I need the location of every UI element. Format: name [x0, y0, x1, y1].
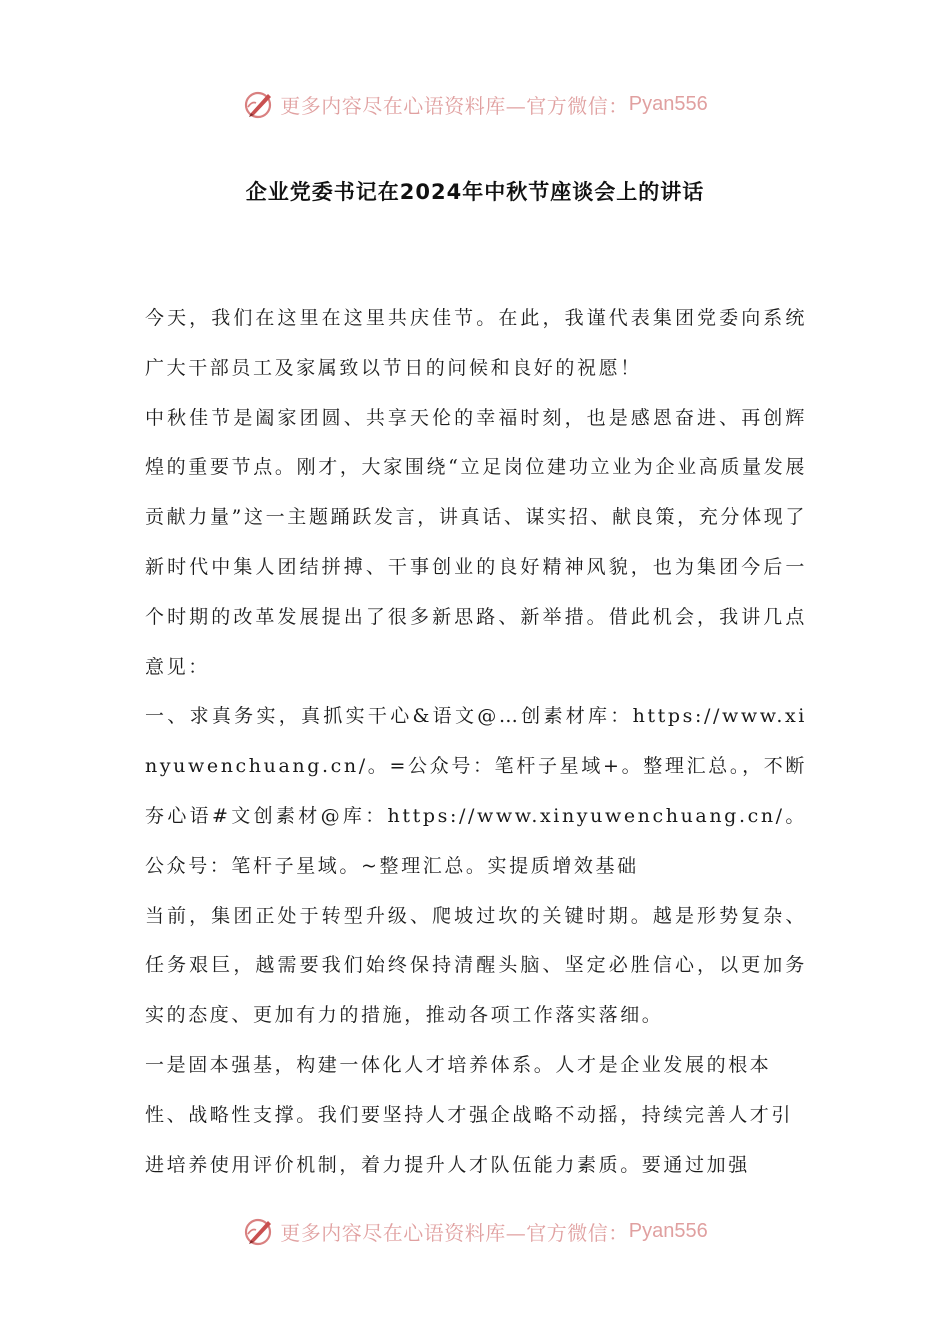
pen-nib-circle-logo-icon	[242, 87, 276, 121]
paragraph-section-one-heading: 一、求真务实，真抓实干心&语文@…创素材库：https://www.xinyuwenchuang.cn/。=公众号：笔杆子星域+。整理汇总。，不断夯心语#文创素材@库：https://www.xinyuwenchuang.cn/。公众号：笔杆子星域。~整理汇总。实提质增效基础	[145, 705, 807, 877]
watermark-text: 更多内容尽在心语资料库—官方微信：	[280, 1220, 629, 1245]
watermark-wechat-id: Pyan556	[628, 1219, 708, 1242]
footer-watermark-banner	[0, 1211, 950, 1251]
document-title: 企业党委书记在2024年中秋节座谈会上的讲话	[245, 180, 705, 204]
pen-nib-circle-logo-icon	[242, 1214, 276, 1248]
watermark-text: 更多内容尽在心语资料库—官方微信：	[280, 93, 629, 118]
paragraph-talent-system: 一是固本强基，构建一体化人才培养体系。人才是企业发展的根本性、战略性支撑。我们要坚持人才强企战略不动摇，持续完善人才引进培养使用评价机制，着力提升人才队伍能力素质。要通过加强	[145, 1053, 794, 1176]
watermark-wechat-id: Pyan556	[628, 92, 708, 115]
header-watermark-banner	[0, 84, 950, 124]
paragraph-greeting: 今天，我们在这里在这里共庆佳节。在此，我谨代表集团党委向系统广大干部员工及家属致以节日的问候和良好的祝愿！	[145, 307, 807, 379]
document-body	[145, 294, 807, 1190]
paragraph-introduction: 中秋佳节是阖家团圆、共享天伦的幸福时刻，也是感恩奋进、再创辉煌的重要节点。刚才，大家围绕“立足岗位建功立业为企业高质量发展贡献力量”这一主题踊跃发言，讲真话、谋实招、献良策，充分体现了新时代中集人团结拼搏、干事创业的良好精神风貌，也为集团今后一个时期的改革发展提出了很多新思路、新举措。借此机会，我讲几点意见：	[145, 406, 807, 678]
paragraph-current-situation: 当前，集团正处于转型升级、爬坡过坎的关键时期。越是形势复杂、任务艰巨，越需要我们始终保持清醒头脑、坚定必胜信心，以更加务实的态度、更加有力的措施，推动各项工作落实落细。	[145, 904, 807, 1027]
